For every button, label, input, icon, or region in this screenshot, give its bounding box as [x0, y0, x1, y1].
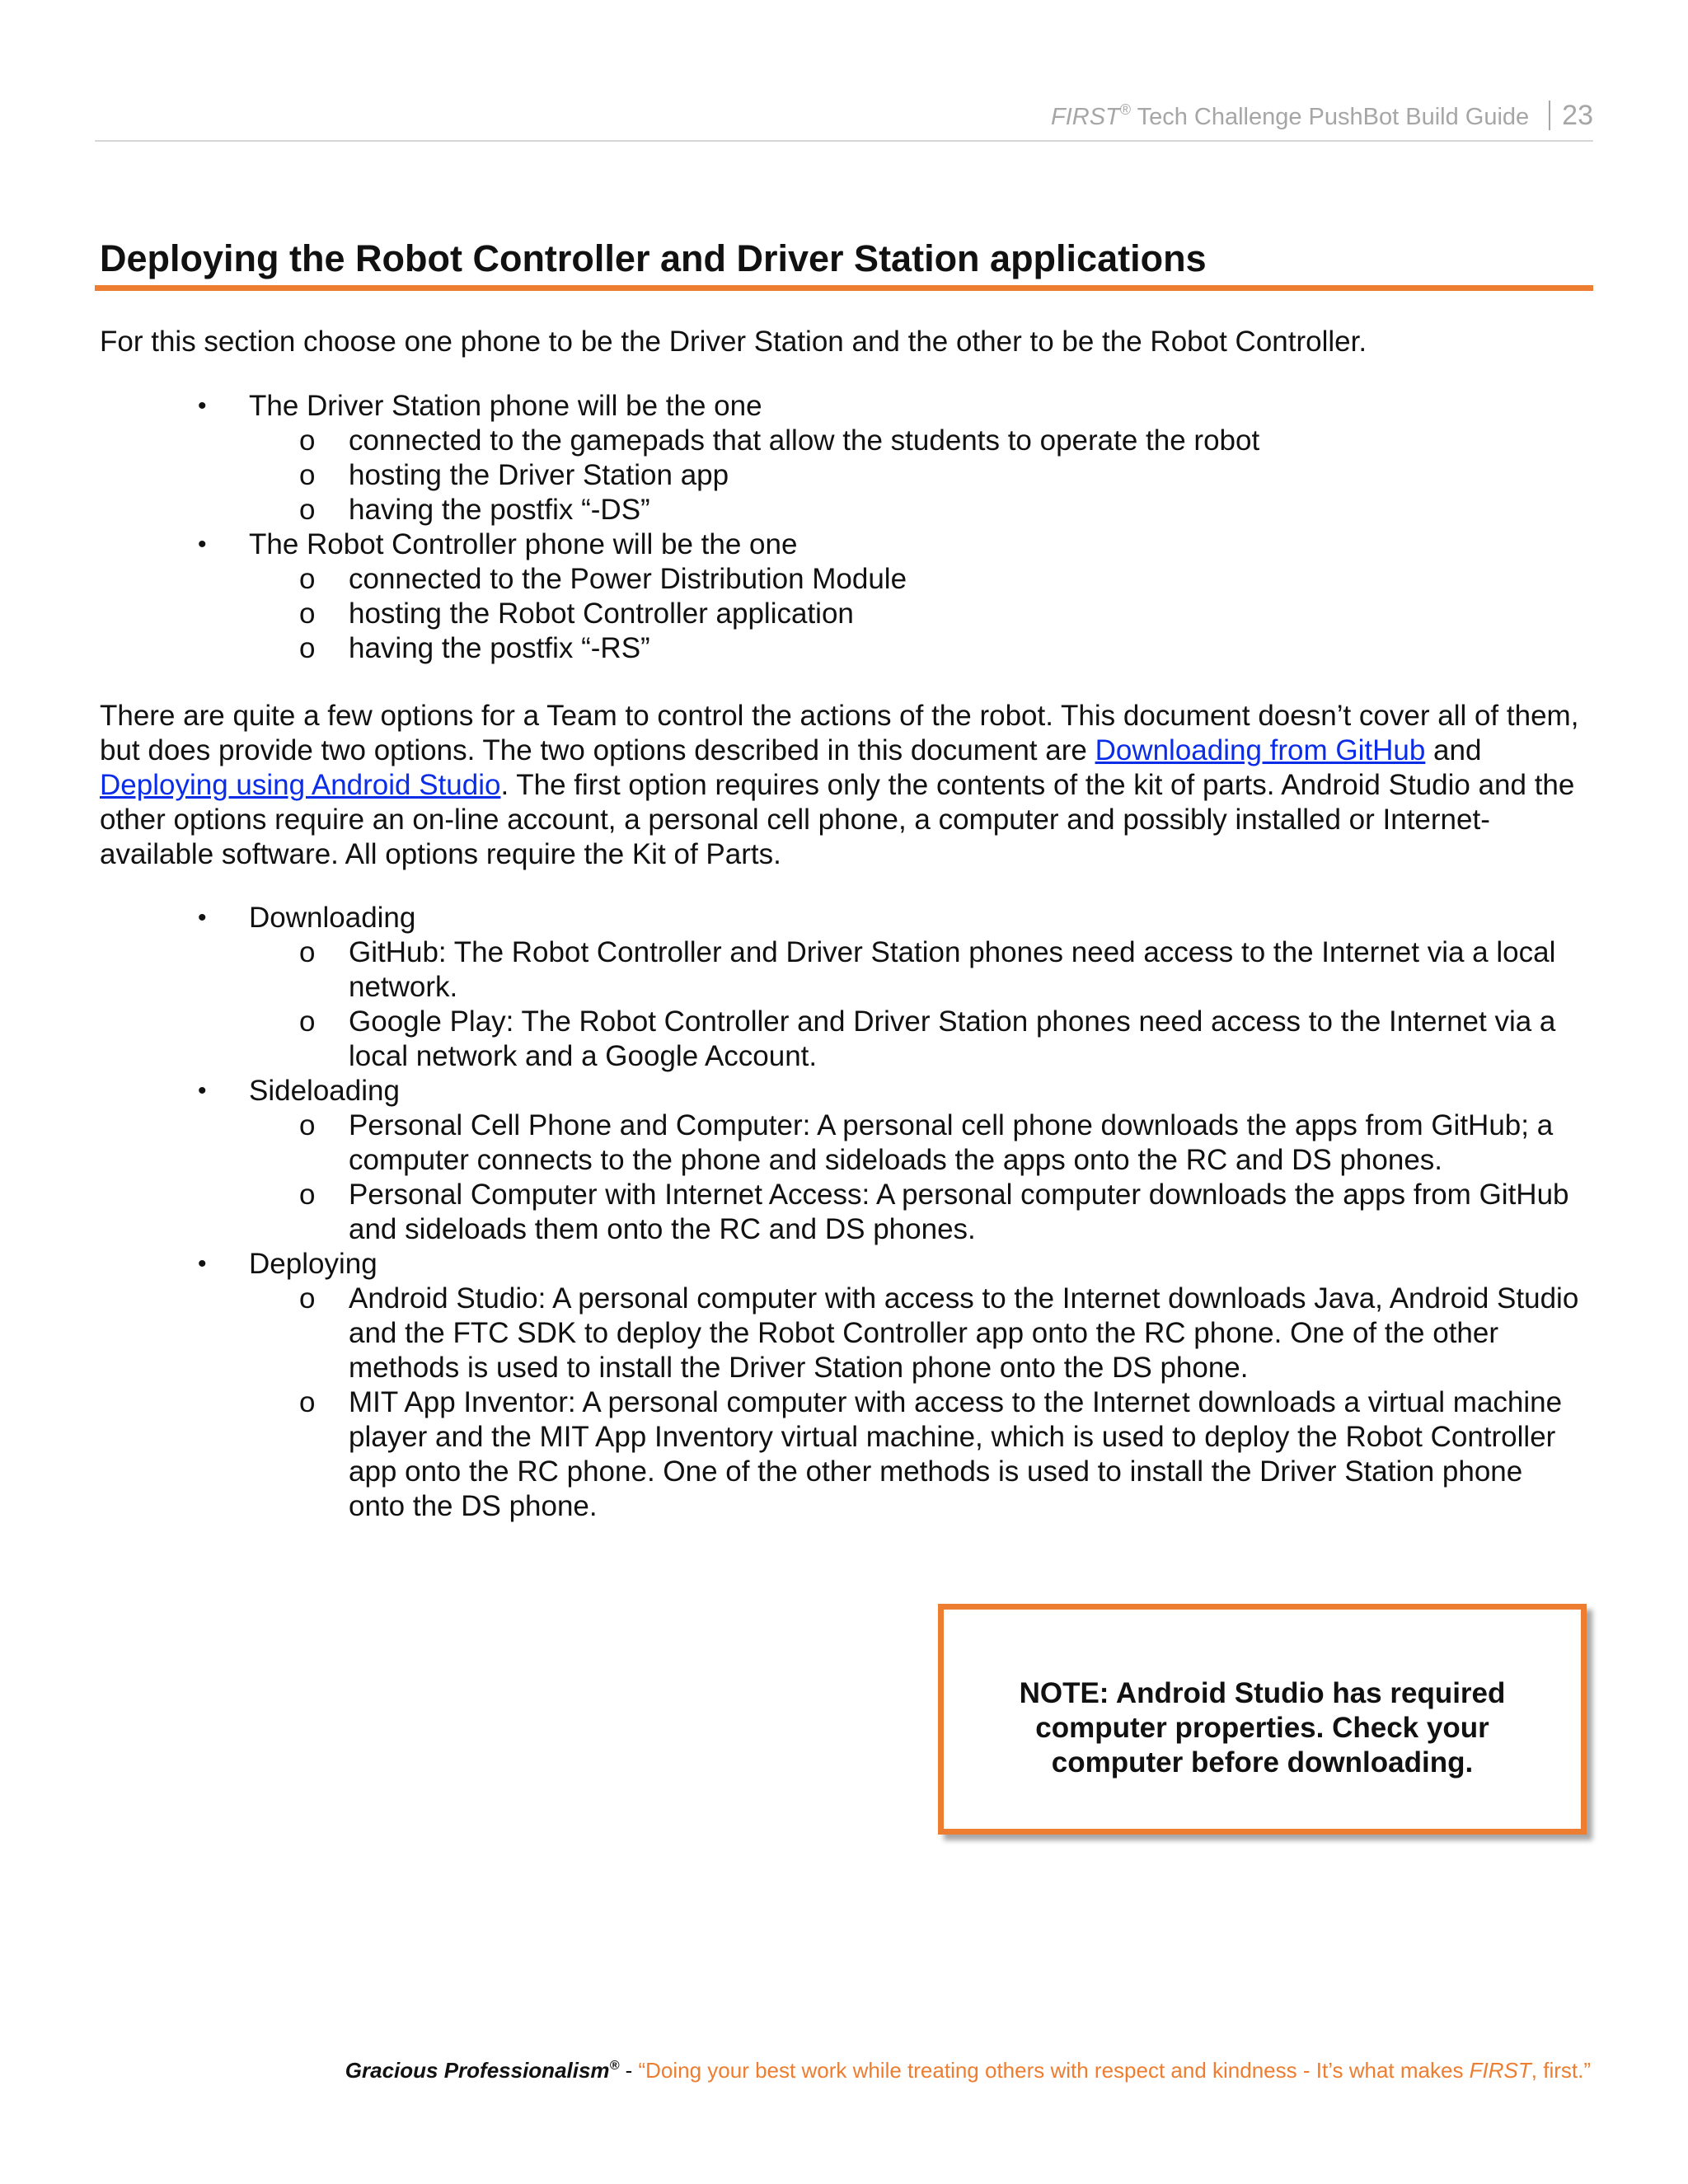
- sub-list-item: [299, 935, 1585, 1005]
- options-text-part: There are quite a few options for a Team to control the actions of the robot. This document doesn’t cover all of them, but does provide two options. The two options described in this document are: [100, 700, 1579, 766]
- list-item-label: Sideloading: [249, 1075, 400, 1107]
- options-paragraph: [100, 699, 1596, 872]
- list-item-label: Downloading: [249, 902, 416, 934]
- title-underline: [95, 285, 1593, 291]
- sub-list: [249, 935, 1615, 1074]
- sub-item-text: Personal Computer with Internet Access: A personal computer downloads the apps from GitHub and sideloads them onto the RC and DS phones.: [349, 1179, 1569, 1245]
- bullet-icon: •: [198, 904, 207, 931]
- page-header: [95, 97, 1593, 142]
- sub-item-text: GitHub: The Robot Controller and Driver Station phones need access to the Internet via a local network.: [349, 936, 1556, 1003]
- sub-list-item: [299, 1282, 1585, 1385]
- sub-list: [249, 1282, 1615, 1524]
- list-item-driver-station: [0, 389, 1615, 527]
- circle-bullet-icon: o: [299, 632, 316, 664]
- circle-bullet-icon: o: [299, 459, 316, 491]
- sub-list-item: [299, 458, 1585, 493]
- sub-list-item: [299, 631, 1585, 666]
- list-item-label: Deploying: [249, 1248, 377, 1280]
- sub-item-text: having the postfix “-RS”: [349, 632, 650, 664]
- header-text: [1051, 101, 1593, 131]
- header-guide-title: Tech Challenge PushBot Build Guide: [1137, 104, 1530, 130]
- header-registered-mark: ®: [1119, 101, 1132, 118]
- page-footer: [345, 2058, 1591, 2083]
- link-deploying-using-android-studio[interactable]: Deploying using Android Studio: [100, 769, 501, 801]
- circle-bullet-icon: o: [299, 936, 316, 968]
- bullet-icon: •: [198, 1077, 207, 1104]
- sub-list-item: [299, 1385, 1585, 1524]
- sub-item-text: Google Play: The Robot Controller and Driver Station phones need access to the Internet via a local network and a Google Account.: [349, 1005, 1556, 1072]
- options-text-part: . The first option requires only the contents of the kit of parts. Android Studio and the other options require an on-line account, a personal cell phone, a computer and possibly installed or Internet-available software. All options require the Kit of Parts.: [100, 769, 1575, 870]
- list-item-downloading: [0, 901, 1615, 1074]
- list-item-sideloading: [0, 1074, 1615, 1247]
- options-text-part: and: [1425, 734, 1482, 766]
- sub-item-text: having the postfix “-DS”: [349, 494, 650, 526]
- sub-list: [249, 1108, 1615, 1247]
- section-title: Deploying the Robot Controller and Driver Station applications: [100, 237, 1207, 279]
- bullet-icon: •: [198, 531, 207, 558]
- note-callout-box: [938, 1604, 1587, 1835]
- circle-bullet-icon: o: [299, 1386, 316, 1418]
- page-number: 23: [1549, 101, 1593, 130]
- sub-item-text: connected to the Power Distribution Module: [349, 563, 907, 595]
- sub-item-text: Personal Cell Phone and Computer: A personal cell phone downloads the apps from GitHub; a computer connects to the phone and sideloads the apps onto the RC and DS phones.: [349, 1109, 1554, 1176]
- roles-list: [0, 389, 1615, 666]
- sub-item-text: Android Studio: A personal computer with access to the Internet downloads Java, Android Studio and the FTC SDK to deploy the Robot Controller app onto the RC phone. One of the other methods is used to install the Driver Station phone onto the DS phone.: [349, 1282, 1579, 1384]
- note-text: NOTE: Android Studio has required computer properties. Check your computer before downloading.: [1019, 1677, 1506, 1779]
- footer-dash: -: [619, 2058, 639, 2083]
- list-item-robot-controller: [0, 527, 1615, 666]
- circle-bullet-icon: o: [299, 1005, 316, 1038]
- circle-bullet-icon: o: [299, 1109, 316, 1141]
- footer-quote-part2: , first.”: [1531, 2058, 1591, 2083]
- circle-bullet-icon: o: [299, 598, 316, 630]
- footer-quote-part1: “Doing your best work while treating others with respect and kindness - It’s what makes: [638, 2058, 1470, 2083]
- sub-list-item: [299, 424, 1585, 458]
- sub-list-item: [299, 1178, 1585, 1247]
- sub-list-item: [299, 1108, 1585, 1178]
- bullet-icon: •: [198, 1250, 207, 1277]
- sub-item-text: hosting the Robot Controller application: [349, 598, 854, 630]
- methods-list: [0, 901, 1615, 1524]
- footer-registered-mark: ®: [609, 2059, 620, 2073]
- bullet-icon: •: [198, 392, 207, 419]
- circle-bullet-icon: o: [299, 494, 316, 526]
- sub-list-item: [299, 493, 1585, 527]
- footer-first: FIRST: [1469, 2058, 1531, 2083]
- sub-list-item: [299, 1005, 1585, 1074]
- link-downloading-from-github[interactable]: Downloading from GitHub: [1095, 734, 1426, 766]
- circle-bullet-icon: o: [299, 563, 316, 595]
- circle-bullet-icon: o: [299, 1282, 316, 1315]
- circle-bullet-icon: o: [299, 1179, 316, 1211]
- sub-item-text: hosting the Driver Station app: [349, 459, 729, 491]
- list-item-label: The Driver Station phone will be the one: [249, 390, 762, 422]
- list-item-label: The Robot Controller phone will be the one: [249, 528, 798, 560]
- sub-list: [249, 424, 1615, 527]
- list-item-deploying: [0, 1247, 1615, 1524]
- sub-list-item: [299, 597, 1585, 631]
- sub-item-text: MIT App Inventor: A personal computer with access to the Internet downloads a virtual machine player and the MIT App Inventory virtual machine, which is used to deploy the Robot Controller app onto the RC phone. One of the other methods is used to install the Driver Station phone onto the DS phone.: [349, 1386, 1563, 1522]
- intro-paragraph: For this section choose one phone to be the Driver Station and the other to be the Robot Controller.: [100, 326, 1367, 358]
- sub-item-text: connected to the gamepads that allow the students to operate the robot: [349, 424, 1260, 457]
- circle-bullet-icon: o: [299, 424, 316, 457]
- sub-list-item: [299, 562, 1585, 597]
- header-brand: FIRST: [1050, 104, 1120, 130]
- footer-gp: Gracious Professionalism: [345, 2058, 610, 2083]
- sub-list: [249, 562, 1615, 666]
